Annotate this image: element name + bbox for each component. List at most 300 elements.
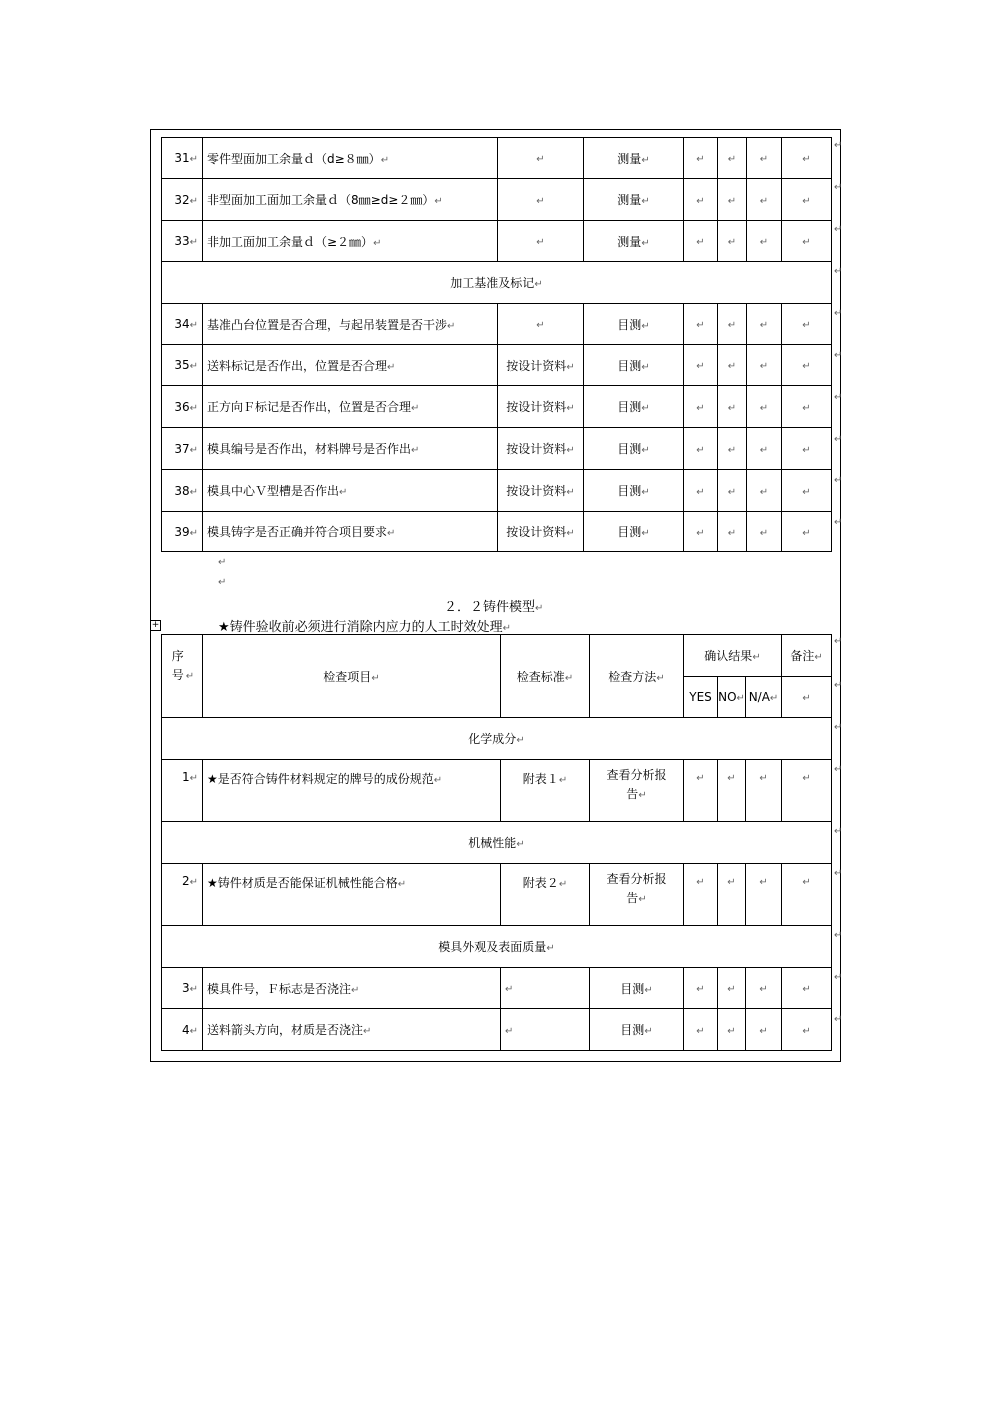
row-number-text: 2 [181,874,190,888]
paragraph-mark: ↵ [802,877,811,888]
check-method-text: 查看分析报告 [606,768,667,801]
result-yes-cell[interactable] [684,512,718,552]
row-number [162,968,203,1009]
paragraph-mark: ↵ [387,528,396,539]
paragraph-mark: ↵ [447,320,456,332]
check-method-text: 目测 [620,981,645,996]
paragraph-mark: ↵ [802,1025,811,1037]
row-number [162,386,203,428]
paragraph-mark: ↵ [696,877,705,888]
result-na-cell[interactable] [746,864,782,926]
result-na-cell[interactable] [747,345,782,386]
check-method [590,864,684,926]
paragraph-mark: ↵ [727,1025,736,1037]
check-standard [498,179,584,221]
row-end-mark: ↵ [834,392,843,403]
paragraph-mark: ↵ [802,984,811,995]
table-row [162,760,832,822]
result-yes-cell[interactable] [684,864,718,926]
result-no-cell[interactable] [718,470,747,512]
row-number [162,864,203,926]
paragraph-mark: ↵ [189,527,198,539]
row-end-mark: ↵ [834,224,843,235]
paragraph-mark: ↵ [373,237,382,249]
paragraph-mark: ↵ [727,773,736,784]
row-number-text: 37 [174,441,190,456]
check-method [584,512,684,552]
paragraph-mark: ↵ [802,237,811,248]
paragraph-mark: ↵ [641,320,650,332]
result-no-cell[interactable] [718,512,747,552]
header-yes: YES [684,677,718,718]
result-na-cell[interactable] [747,470,782,512]
row-end-mark: ↵ [834,826,843,837]
paragraph-mark: ↵ [759,237,769,248]
result-yes-cell[interactable] [684,138,718,179]
paragraph-mark: ↵ [696,195,705,207]
result-no-cell[interactable] [718,760,746,822]
check-method-text: 目测 [617,525,642,539]
paragraph-mark: ↵ [696,486,705,498]
check-item [203,968,501,1009]
section-row [162,926,832,968]
paragraph-mark: ↵ [727,154,737,165]
check-method [584,428,684,470]
row-end-mark: ↵ [834,182,843,193]
table-row [162,512,832,552]
paragraph-mark: ↵ [802,402,811,414]
remark-cell[interactable] [782,470,832,512]
check-standard [498,138,584,179]
paragraph-mark: ↵ [641,361,650,373]
check-item-text: ★铸件材质是否能保证机械性能合格 [207,876,398,890]
check-item [203,386,498,428]
header-na: N/A↵ [746,677,782,718]
remark-cell[interactable] [782,386,832,428]
paragraph-mark: ↵ [759,877,768,888]
result-no-cell[interactable] [718,968,746,1009]
check-standard [501,968,590,1009]
check-item-text: 模具铸字是否正确并符合项目要求 [207,525,388,539]
paragraph-mark: ↵ [411,445,420,456]
row-number-text: 35 [174,358,190,372]
paragraph-mark: ↵ [696,444,705,456]
check-method-text: 查看分析报告 [606,872,667,905]
header-no-result: NO↵ [718,677,746,718]
paragraph-mark: ↵ [641,445,650,456]
paragraph-mark: ↵ [759,154,769,165]
paragraph-mark: ↵ [536,237,545,248]
row-end-mark: ↵ [834,1014,843,1025]
paragraph-mark: ↵ [411,403,420,414]
row-end-mark: ↵ [834,680,843,691]
result-yes-cell[interactable] [684,760,718,822]
section-row [162,262,832,304]
paragraph-mark: ↵ [759,195,769,207]
row-end-mark: ↵ [834,140,843,151]
paragraph-mark: ↵ [727,195,737,207]
result-no-cell[interactable] [718,221,747,262]
row-number-text: 4 [181,1022,190,1037]
remark-cell[interactable] [782,864,832,926]
remark-cell[interactable] [782,304,832,345]
check-method [584,221,684,262]
result-na-cell[interactable] [746,968,782,1009]
paragraph-mark: ↵ [189,361,198,372]
check-item-text: 基准凸台位置是否合理，与起吊装置是否干涉 [207,317,448,332]
result-na-cell[interactable] [747,221,782,262]
check-item-text: 非型面加工面加工余量ｄ（8㎜≥d≥２㎜） [207,193,435,207]
result-yes-cell[interactable] [684,386,718,428]
check-standard [498,386,584,428]
paragraph-mark: ↵ [189,320,198,331]
check-item [203,138,498,179]
check-standard-text: 按设计资料 [506,525,567,539]
row-end-mark: ↵ [834,517,843,528]
table-row [162,138,832,179]
row-number-text: 32 [174,192,190,207]
section-label [162,718,832,760]
paragraph-mark: ↵ [534,279,543,290]
paragraph-mark: ↵ [644,1026,653,1037]
check-method-text: 目测 [617,484,642,498]
row-number-text: 34 [174,317,190,331]
section-label-text: 机械性能 [468,836,517,850]
table-row [162,221,832,262]
paragraph-mark: ↵ [351,984,360,996]
result-no-cell[interactable] [718,345,747,386]
paragraph-mark: ↵ [696,154,705,165]
paragraph-mark: ↵ [189,984,198,995]
remark-cell[interactable] [782,1009,832,1051]
table-row [162,304,832,345]
row-end-mark: ↵ [834,266,843,277]
paragraph-mark: ↵ [696,527,705,539]
row-number-text: 33 [174,234,190,248]
check-method-text: 测量 [617,193,642,207]
check-method-text: 测量 [617,234,642,249]
result-yes-cell[interactable] [684,345,718,386]
paragraph-mark: ↵ [802,361,811,372]
paragraph-mark: ↵ [536,195,545,207]
paragraph-mark: ↵ [505,984,514,995]
section-label-text: 模具外观及表面质量 [438,940,547,954]
row-number [162,760,203,822]
paragraph-mark: ↵ [802,527,811,539]
result-na-cell[interactable] [746,1009,782,1051]
check-item [203,345,498,386]
paragraph-mark: ↵ [802,195,811,207]
row-number [162,1009,203,1051]
paragraph-mark: ↵ [189,877,198,888]
check-method [584,138,684,179]
paragraph-mark: ↵ [189,1025,198,1037]
remark-cell[interactable] [782,345,832,386]
check-standard [498,428,584,470]
result-yes-cell[interactable] [684,968,718,1009]
result-no-cell[interactable] [718,1009,746,1051]
remark-cell[interactable] [782,512,832,552]
inspection-table-casting [161,634,832,1051]
inspection-table-top [161,137,832,552]
paragraph-mark: ↵ [759,320,769,331]
check-standard [498,470,584,512]
paragraph-mark: ↵ [189,154,198,165]
paragraph-mark: ↵ [727,486,737,498]
table-row [162,179,832,221]
table-row [162,968,832,1009]
row-number [162,345,203,386]
paragraph-mark: ↵ [339,487,348,498]
result-na-cell[interactable] [747,304,782,345]
paragraph-mark: ↵ [802,486,811,498]
paragraph-mark: ↵ [759,527,769,539]
check-method [590,1009,684,1051]
paragraph-mark: ↵ [644,984,653,996]
row-end-mark: ↵ [834,350,843,361]
table-row [162,386,832,428]
paragraph-mark: ↵ [759,361,769,372]
check-item [203,760,501,822]
check-item-text: ★是否符合铸件材料规定的牌号的成份规范 [207,772,434,786]
result-yes-cell[interactable] [684,1009,718,1051]
check-standard [498,221,584,262]
table-row [162,345,832,386]
section-label [162,822,832,864]
row-number-text: 3 [181,981,190,995]
paragraph-mark: ↵ [546,943,555,954]
row-end-mark: ↵ [834,764,843,775]
row-number [162,428,203,470]
check-item-text: 模具编号是否作出，材料牌号是否作出 [207,442,412,456]
check-method-text: 目测 [620,1023,645,1037]
paragraph-mark: ↵ [759,1025,768,1037]
check-item-text: 零件型面加工余量ｄ（d≥８㎜） [207,151,381,166]
paragraph-mark: ↵ [696,320,705,331]
row-number-text: 38 [174,483,190,498]
row-number [162,470,203,512]
remark-cell[interactable] [782,760,832,822]
paragraph-mark: ↵ [566,361,575,373]
paragraph-mark: ↵ [189,237,198,248]
paragraph-mark: ↵ [536,320,545,331]
row-number [162,179,203,221]
check-standard [501,1009,590,1051]
check-method [584,304,684,345]
paragraph-mark: ↵ [727,527,737,539]
paragraph-mark: ↵ [696,984,705,995]
section-label [162,926,832,968]
check-method-text: 目测 [617,317,642,332]
paragraph-mark: ↵ [696,1025,705,1037]
result-yes-cell[interactable] [684,428,718,470]
section-row [162,718,832,760]
result-na-cell[interactable] [747,428,782,470]
check-standard-text: 按设计资料 [506,400,567,414]
paragraph-mark: ↵ [727,361,737,372]
paragraph-mark: ↵ [516,735,525,746]
check-standard-text: 按设计资料 [506,358,567,373]
check-standard [498,304,584,345]
paragraph-mark: ↵ [727,237,737,248]
check-standard [498,512,584,552]
result-na-cell[interactable] [747,386,782,428]
paragraph-mark: ↵ [566,487,575,498]
paragraph-mark: ↵ [397,879,407,890]
result-no-cell[interactable] [718,386,747,428]
row-number [162,138,203,179]
section-row [162,822,832,864]
result-na-cell[interactable] [747,512,782,552]
check-method [584,470,684,512]
paragraph-mark: ↵ [434,196,443,207]
header-remark-blank: ↵ [782,677,832,718]
check-item-text: 模具中心Ｖ型槽是否作出 [207,484,340,498]
check-item [203,470,498,512]
paragraph-mark: ↵ [727,444,737,456]
paragraph-mark: ↵ [802,773,811,784]
paragraph-mark: ↵ [566,403,575,414]
check-item [203,304,498,345]
table-move-handle-icon[interactable]: + [151,620,160,630]
paragraph-mark: ↵ [727,320,737,331]
check-item [203,864,501,926]
paragraph-mark: ↵ [363,1026,372,1037]
paragraph-mark: ↵ [638,790,647,801]
paragraph-mark: ↵ [727,877,736,888]
table-row [162,470,832,512]
paragraph-mark: ↵ [727,984,736,995]
paragraph-mark: ↵ [759,402,769,414]
paragraph-mark: ↵ [802,154,811,165]
section-label-text: 加工基准及标记 [450,276,535,290]
table-row [162,1009,832,1051]
check-item [203,221,498,262]
paragraph-mark: ↵ [189,402,198,414]
paragraph-mark: ↵ [641,528,650,539]
paragraph-mark: ↵ [641,196,650,207]
header-standard: 检查标准↵ [501,635,590,718]
remark-cell[interactable] [782,428,832,470]
result-no-cell[interactable] [718,428,747,470]
check-standard-text: 附表１ [522,772,559,786]
row-number [162,304,203,345]
paragraph-mark: ↵ [641,403,650,414]
result-no-cell[interactable] [718,304,747,345]
paragraph-mark: ↵ [505,1025,514,1037]
row-number [162,221,203,262]
result-no-cell[interactable] [718,138,747,179]
paragraph-mark: ↵ [566,528,575,539]
paragraph-mark: ↵ [641,237,650,249]
header-no: 序号 ↵ [162,635,203,718]
paragraph-mark: ↵ [566,445,575,456]
row-end-mark: ↵ [834,972,843,983]
result-na-cell[interactable] [747,138,782,179]
paragraph-mark: ↵ [189,773,198,784]
remark-cell[interactable] [782,179,832,221]
check-item-text: 送料箭头方向，材质是否浇注 [207,1023,364,1037]
paragraph-mark: ↵ [380,154,390,166]
paragraph-mark: ↵ [218,557,227,568]
row-number [162,512,203,552]
check-standard-text: 按设计资料 [506,442,567,456]
row-end-mark: ↵ [834,636,843,647]
paragraph-mark: ↵ [759,444,769,456]
check-method [590,760,684,822]
paragraph-mark: ↵ [802,444,811,456]
result-yes-cell[interactable] [684,179,718,221]
check-standard-text: 按设计资料 [506,484,567,498]
remark-cell[interactable] [782,221,832,262]
paragraph-mark: ↵ [641,154,650,166]
paragraph-mark: ↵ [696,237,705,248]
check-item-text: 送料标记是否作出，位置是否合理 [207,358,388,373]
check-item-text: 正方向Ｆ标记是否作出，位置是否合理 [207,400,412,414]
paragraph-mark: ↵ [218,577,227,588]
section-note: ★铸件验收前必须进行消除内应力的人工时效处理↵ [218,620,512,635]
section-heading: ２．２铸件模型↵ [444,600,544,615]
paragraph-mark: ↵ [759,773,768,784]
check-method-text: 目测 [617,358,642,373]
result-no-cell[interactable] [718,179,747,221]
row-number-text: 39 [174,524,190,539]
paragraph-mark: ↵ [727,402,737,414]
result-no-cell[interactable] [718,864,746,926]
check-method [584,386,684,428]
paragraph-mark: ↵ [536,154,545,165]
paragraph-mark: ↵ [696,402,705,414]
check-item [203,428,498,470]
table-row [162,428,832,470]
check-standard [501,760,590,822]
paragraph-mark: ↵ [696,361,705,372]
paragraph-mark: ↵ [189,195,198,207]
header-remark: 备注↵ [782,635,832,677]
row-end-mark: ↵ [834,475,843,486]
header-confirm: 确认结果↵ [684,635,782,677]
paragraph-mark: ↵ [558,879,568,890]
row-end-mark: ↵ [834,930,843,941]
section-label [162,262,832,304]
remark-cell[interactable] [782,968,832,1009]
paragraph-mark: ↵ [759,984,768,995]
paragraph-mark: ↵ [641,487,650,498]
paragraph-mark: ↵ [189,444,198,456]
paragraph-mark: ↵ [638,894,647,905]
row-end-mark: ↵ [834,868,843,879]
paragraph-mark: ↵ [189,486,198,498]
result-yes-cell[interactable] [684,470,718,512]
table-header-row [162,635,832,677]
check-item [203,512,498,552]
paragraph-mark: ↵ [558,775,568,786]
paragraph-mark: ↵ [802,320,811,331]
table-row [162,864,832,926]
result-na-cell[interactable] [747,179,782,221]
row-end-mark: ↵ [834,434,843,445]
result-na-cell[interactable] [746,760,782,822]
result-yes-cell[interactable] [684,304,718,345]
remark-cell[interactable] [782,138,832,179]
paragraph-mark: ↵ [516,839,525,850]
result-yes-cell[interactable] [684,221,718,262]
row-number-text: 31 [174,151,190,165]
row-number-text: 36 [174,399,190,414]
row-end-mark: ↵ [834,308,843,319]
paragraph-mark: ↵ [759,486,769,498]
row-number-text: 1 [181,770,190,784]
